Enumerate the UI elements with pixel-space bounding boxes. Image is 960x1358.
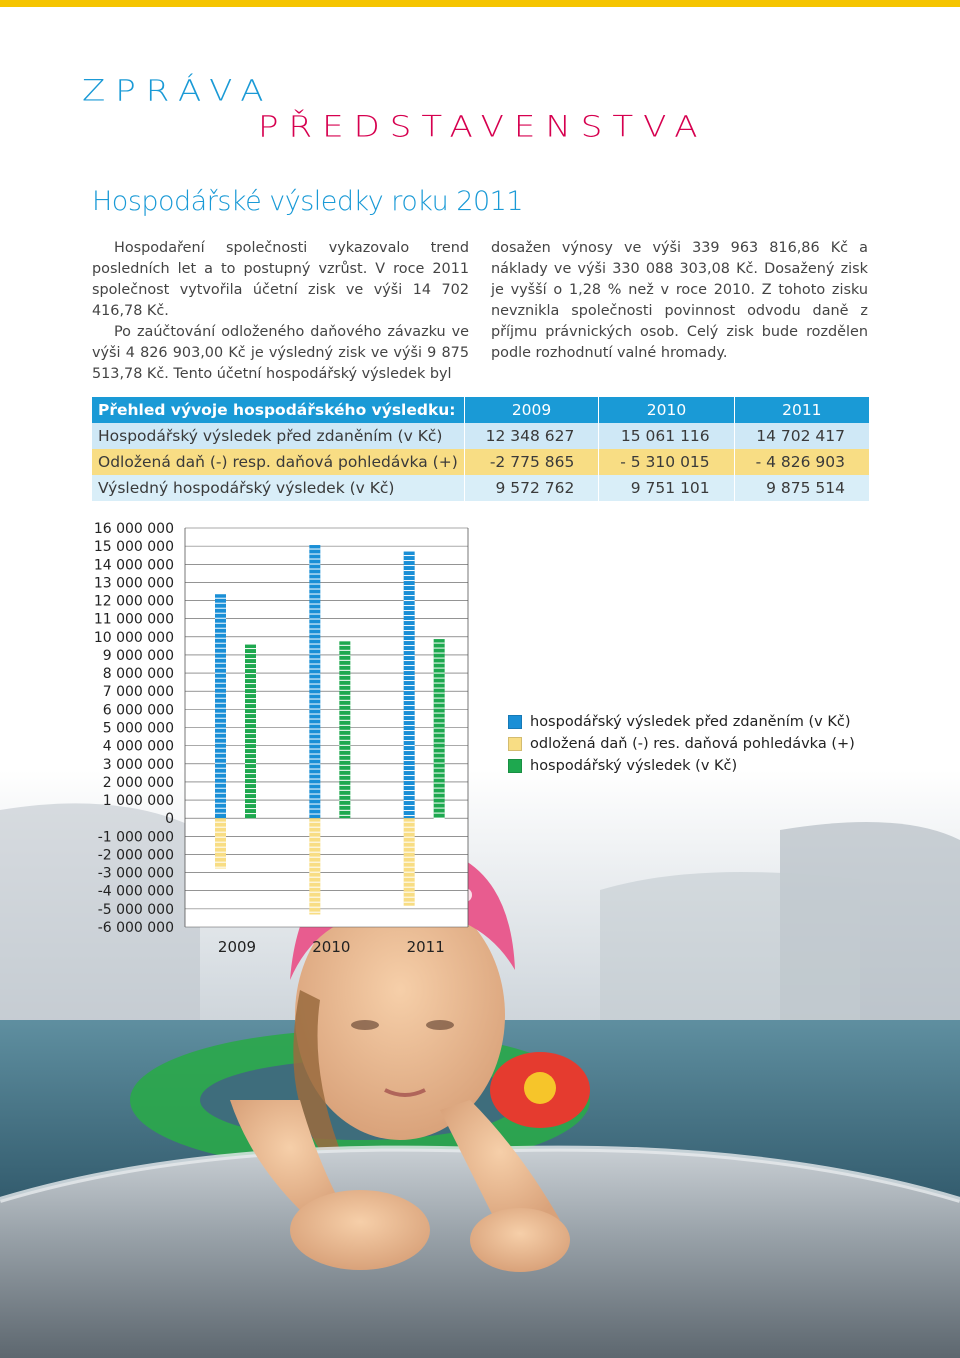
y-tick-label: 2 000 000 (102, 774, 174, 791)
y-tick-label: 10 000 000 (93, 629, 174, 646)
text-column-left (92, 238, 469, 385)
y-tick-label: 0 (165, 811, 174, 828)
y-tick-label: 11 000 000 (93, 611, 174, 628)
y-tick-label: 4 000 000 (102, 738, 174, 755)
table-row (92, 423, 869, 449)
paragraph-2: Po zaúčtování odloženého daňového závazku ve výši 4 826 903,00 Kč je výsledný zisk ve výši 9 875 513,78 Kč. Tento účetní hospodářský výsledek byl (92, 324, 469, 382)
y-tick-label: 5 000 000 (102, 720, 174, 737)
bar-2009-series-2 (245, 645, 256, 819)
cell-value: - 4 826 903 (734, 449, 869, 475)
cell-value: 9 751 101 (598, 475, 733, 501)
legend-swatch-yellow (508, 737, 522, 751)
legend-label: odložená daň (-) res. daňová pohledávka (+) (530, 736, 855, 752)
x-tick-label: 2011 (406, 938, 445, 956)
x-tick-label: 2010 (312, 938, 351, 956)
table-header-row (92, 397, 869, 423)
bar-2009-series-1 (215, 818, 226, 868)
row-label: Výsledný hospodářský výsledek (v Kč) (92, 475, 464, 501)
x-tick-label: 2009 (217, 938, 257, 956)
legend-item (508, 755, 855, 777)
legend-label: hospodářský výsledek před zdaněním (v Kč) (530, 714, 851, 730)
cell-value: 12 348 627 (464, 423, 599, 449)
year-header: 2011 (734, 397, 869, 423)
row-label: Odložená daň (-) resp. daňová pohledávka (+) (92, 449, 464, 475)
y-tick-label: -3 000 000 (97, 865, 174, 882)
year-header: 2009 (464, 397, 599, 423)
y-tick-label: 8 000 000 (102, 666, 174, 683)
year-header: 2010 (598, 397, 733, 423)
y-tick-label: 1 000 000 (102, 793, 174, 810)
y-tick-label: -4 000 000 (97, 883, 174, 900)
legend-item (508, 733, 855, 755)
paragraph-3: dosažen výnosy ve výši 339 963 816,86 Kč a náklady ve výši 330 088 303,08 Kč. Dosažený zisk je vyšší o 1,28 % než v roce 2010. Z tohoto zisku nevznikla společnosti povinnost odvodu daně z příjmu právnických osob. Celý zisk bude rozdělen podle rozhodnutí valné hromady. (491, 240, 868, 361)
results-table (92, 397, 869, 501)
y-tick-label: 12 000 000 (93, 593, 174, 610)
section-title: Hospodářské výsledky roku 2011 (92, 186, 524, 217)
table-row (92, 475, 869, 501)
report-heading-line1: ZPRÁVA (82, 74, 274, 108)
cell-value: 14 702 417 (734, 423, 869, 449)
top-accent-bar (0, 0, 960, 7)
y-tick-label: 14 000 000 (93, 557, 174, 574)
y-tick-label: -1 000 000 (97, 829, 174, 846)
legend-label: hospodářský výsledek (v Kč) (530, 758, 738, 774)
y-tick-label: 13 000 000 (93, 575, 174, 592)
y-tick-label: 16 000 000 (93, 521, 174, 537)
bar-2010-series-0 (309, 545, 320, 818)
table-row (92, 449, 869, 475)
y-tick-label: 3 000 000 (102, 756, 174, 773)
y-tick-label: 9 000 000 (102, 647, 174, 664)
cell-value: 15 061 116 (598, 423, 733, 449)
text-column-right (491, 238, 868, 364)
paragraph-1: Hospodaření společnosti vykazovalo trend posledních let a to postupný vzrůst. V roce 2011 společnost vytvořila účetní zisk ve výši 14 702 416,78 Kč. (92, 240, 469, 319)
y-tick-label: -5 000 000 (97, 901, 174, 918)
table-title: Přehled vývoje hospodářského výsledku: (92, 397, 464, 423)
legend-item (508, 711, 855, 733)
bar-2011-series-2 (434, 639, 445, 818)
cell-value: -2 775 865 (464, 449, 599, 475)
chart-legend (508, 711, 855, 777)
bar-2011-series-0 (404, 552, 415, 819)
cell-value: - 5 310 015 (598, 449, 733, 475)
legend-swatch-blue (508, 715, 522, 729)
y-tick-label: -6 000 000 (97, 920, 174, 936)
row-label: Hospodářský výsledek před zdaněním (v Kč) (92, 423, 464, 449)
legend-swatch-green (508, 759, 522, 773)
cell-value: 9 875 514 (734, 475, 869, 501)
y-tick-label: 15 000 000 (93, 539, 174, 556)
report-heading-line2: PŘEDSTAVENSTVA (258, 110, 708, 144)
bar-2010-series-2 (339, 641, 350, 818)
cell-value: 9 572 762 (464, 475, 599, 501)
y-tick-label: -2 000 000 (97, 847, 174, 864)
y-tick-label: 7 000 000 (102, 684, 174, 701)
y-tick-label: 6 000 000 (102, 702, 174, 719)
